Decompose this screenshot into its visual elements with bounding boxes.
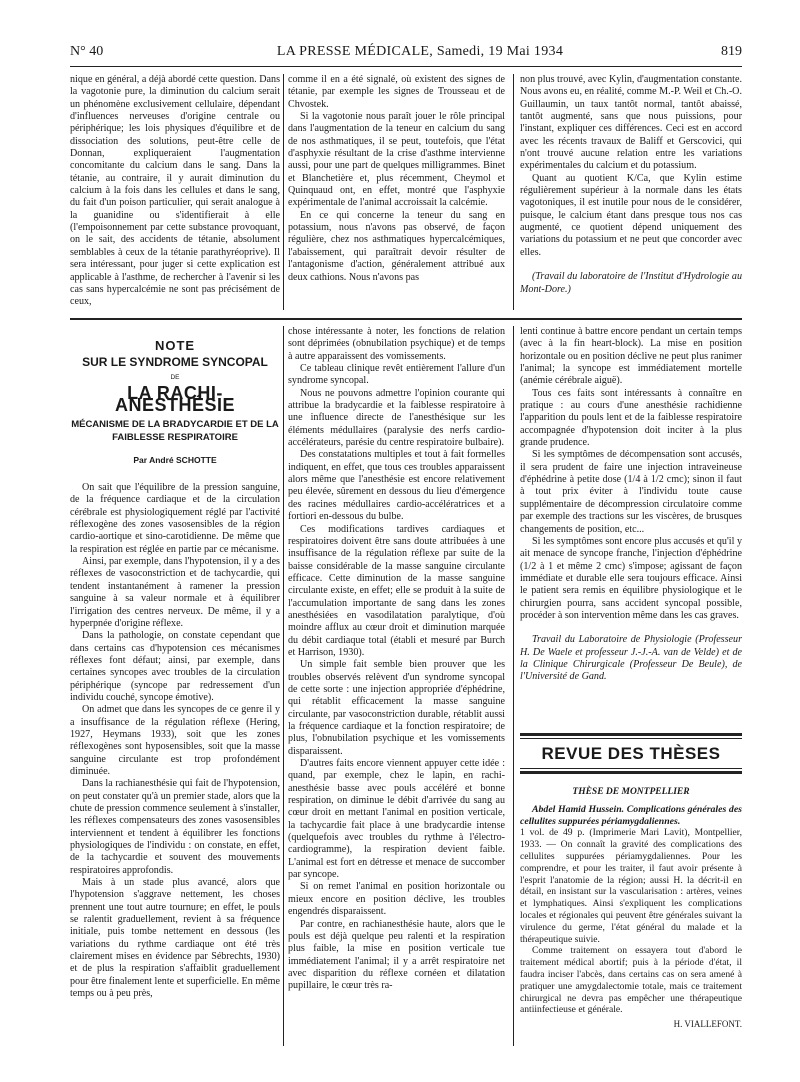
heading-main: LA RACHI-ANESTHÉSIE — [114, 383, 236, 416]
paragraph: Si on remet l'animal en position horizontale ou mieux encore en position déclive, les troubles engendrés disparaissent. — [288, 881, 505, 918]
heading-sub: MÉCANISME DE LA BRADYCARDIE ET DE LA FAIBLESSE RESPIRATOIRE — [71, 418, 279, 443]
paragraph: Quant au quotient K/Ca, que Kylin estime régulièrement supérieur à la normale dans les états vagotoniques, il est inutile pour nous de le considérer, puisque, le calcium étant dans presque tous nos cas augmenté, ce quotient dépend uniquement des variations du potassium et ne peut que concorder avec elles. — [520, 172, 742, 258]
top-column-2 — [288, 74, 505, 284]
paragraph: lenti continue à battre encore pendant un certain temps (avec à la fin heart-block). La mise en position horizontale ou en position déclive ne peut plus ranimer l'animal; la syncope est immédiatement mortelle (anémie cérébrale aiguë). — [520, 326, 742, 387]
paragraph: En ce qui concerne la teneur du sang en potassium, nous n'avons pas observé, de façon régulière, chez nos asthmatiques hypercalcémiques, l'abaissement, qui paraîtrait devoir résulter de l'antagonisme d'action, généralement attribué aux deux cathions. Nous n'avons pas — [288, 209, 505, 283]
paragraph: Si les symptômes de décompensation sont accusés, il sera prudent de faire une injection intraveineuse d'éphédrine à petite dose (1/4 à 1/2 cmc); sinon il faut à tout prix éviter à l'individu toute cause supplémentaire de décompression circulatoire comme par exemple des tractions sur les viscères, de brusques changements de position, etc... — [520, 449, 742, 535]
paragraph: Dans la pathologie, on constate cependant que dans certains cas d'hypotension ces mécanismes réflexes font défaut; ainsi, par exemple, dans certaines syncopes avec troubles de la circulation périphérique (syncope par redressement d'un individu couché, syncope émotive). — [70, 630, 280, 703]
article-column-3 — [520, 326, 742, 684]
revue-rule-bottom-thin — [520, 768, 742, 769]
paragraph: On sait que l'équilibre de la pression sanguine, de la fréquence cardiaque et de la circulation cérébrale est physiologiquement réglé par l'activité réflexogène des zones vasosensibles de la région cardio-aortique et sino-carotidienne. De même que la respiration est réglée en partie par ce mécanisme. — [70, 482, 280, 555]
heading-sur: SUR LE SYNDROME SYNCOPAL — [82, 355, 268, 370]
header-rule — [70, 66, 742, 67]
revue-rule-top — [520, 733, 742, 736]
revue-title: REVUE DES THÈSES — [541, 744, 721, 763]
paragraph: Ainsi, par exemple, dans l'hypotension, il y a des réflexes de vasoconstriction et de tachycardie, qui tendent instantanément à ramener la pression sanguine à sa valeur normale et à équilibrer l'irrigation des centres nerveux. De même, il y a hyperpnée d'origine réflexe. — [70, 556, 280, 629]
paragraph: Un simple fait semble bien prouver que les troubles observés relèvent d'un syndrome syncopal de cette sorte : une injection appropriée d'éphédrine, qui rétablit efficacement la masse sanguine circulante, par vasoconstriction durable, rétablit aussi la fréquence cardiaque et la fonction respiratoire; de plus, l'obnubilation psychique et les vomissements disparaissent. — [288, 659, 505, 757]
article-column-1 — [70, 326, 280, 1001]
lab-signoff: Travail du Laboratoire de Physiologie (Professeur H. De Waele et professeur J.-J.-A. van de Velde) et de la Clinique Chirurgicale (Professeur De Beule), de l'Université de Gand. — [520, 634, 742, 683]
paragraph: Tous ces faits sont intéressants à connaître en pratique : au cours d'une anesthésie rachidienne l'apparition du pouls lent et de la faiblesse respiratoire accompagnée d'hypotension doit inciter à la plus grande prudence. — [520, 387, 742, 449]
paragraph: Mais à un stade plus avancé, alors que l'hypotension s'aggrave nettement, les choses prennent une tout autre tournure; en effet, le pouls se ralentit graduellement, revient à sa fréquence initiale, puis tombe nettement en dessous (les variations du rythme cardiaque ont été très clairement mises en évidence par Sébrechts, 1930) et de plus la respiration s'affaiblit graduellement pour être finalement lente et superficielle. En même temps ou à peu près, — [70, 877, 280, 1000]
revue-rule-bottom — [520, 771, 742, 774]
paragraph: Ces modifications tardives cardiaques et respiratoires doivent être sans doute attribuées à une insuffisance de la régulation réflexe par suite de la baisse considérable de la masse sanguine circulante efficace. Cette diminution de la masse sanguine circulante existe, en effet; elle se produit à la suite de l'accumulation importante de sang dans les zones anesthésiées en vasodilatation paralytique, d'où moindre afflux au cœur droit et diminution marquée du débit cardiaque total (établi et mesuré par Burch et Harrison, 1930). — [288, 523, 505, 658]
heading-note: NOTE — [154, 338, 196, 353]
paragraph: Si les symptômes sont encore plus accusés et qu'il y ait menace de syncope franche, l'injection d'éphédrine (1/2 à 1 et même 2 cmc) s'impose; agissant de façon immédiate et durable elle sera toujours efficace. Ainsi le patient sera remis en équilibre physiologique et le chirurgien pourra, sans accident syncopal possible, procéder à son intervention même dans les cas graves. — [520, 535, 742, 621]
revue-column — [520, 776, 742, 1030]
thesis-signature: H. VIALLEFONT. — [673, 1019, 742, 1030]
byline: Par André SCHOTTE — [133, 454, 217, 465]
paragraph: Par contre, en rachianesthésie haute, alors que le pouls est déjà quelque peu ralenti et la respiration plus faible, la mise en position verticale tue immédiatement l'animal; il y a arrêt respiratoire net avec disparition du réflexe cornéen et dilatation pupillaire, le cœur très ra- — [288, 918, 505, 992]
paragraph: non plus trouvé, avec Kylin, d'augmentation constante. Nous avons eu, en réalité, comme M.-P. Weil et Ch.-O. Guillaumin, un taux tantôt normal, tantôt abaissé, tantôt augmenté, sans que nous puissions, pour l'instant, expliquer ces différences. Ceci est en accord avec les récents travaux de Baliff et Gerscovici, qui n'ont trouvé aucune relation entre les variations expérimentales du calcium et du potassium. — [520, 74, 742, 172]
article-heading — [70, 340, 280, 466]
journal-title: LA PRESSE MÉDICALE, Samedi, 19 Mai 1934 — [276, 44, 564, 59]
column-divider — [283, 326, 284, 1046]
paragraph: D'autres faits encore viennent appuyer cette idée : quand, par exemple, chez le lapin, en rachi-anesthésie basse avec pouls accéléré et bonne respiration, on diminue le débit d'arrivée du sang au cœur droit en mettant l'animal en position verticale, la tachycardie fait place à une bradycardie intense (quelquefois avec troubles du rythme à l'électro-cardiogramme), la respiration devient faible. L'animal est fort en détresse et menace de succomber par syncope. — [288, 758, 505, 881]
paragraph: Des constatations multiples et tout à fait formelles indiquent, en effet, que tous ces troubles apparaissent alors même que l'anesthésie est encore relativement peu élevée, sûrement en dessous du lieu d'émergence des racines médullaires cardio-accélératrices et a fortiori en-dessous du bulbe. — [288, 449, 505, 523]
article-column-2 — [288, 326, 505, 993]
thesis-subtitle: THÈSE DE MONTPELLIER — [572, 787, 690, 797]
paragraph: Si la vagotonie nous paraît jouer le rôle principal dans l'augmentation de la teneur en calcium du sang de nos asthmatiques, il se peut, toutefois, que l'état d'asphyxie résultant de la crise d'asthme intervienne aussi, pour une part de quelques milligrammes. Binet et Blanchetière et, plus récemment, Cheymol et Quinquaud ont, en effet, montré que l'asphyxie expérimentale de l'animal accroissait la calcémie. — [288, 111, 505, 209]
heading-de: DE — [170, 373, 180, 381]
paragraph: nique en général, a déjà abordé cette question. Dans la vagotonie pure, la diminution du calcium serait un phénomène exclusivement cellulaire, dépendant d'influences nerveuses d'origine centrale ou périphérique; les lois physiques d'équilibre et de dissociation des solutions, peut-être celle de Donnan, expliqueraient l'augmentation concomitante du calcium dans le sang. Dans la tétanie, au contraire, il y aurait diminution du calcium à la fois dans les cellules et dans le sang, du fait d'un poison particulier, qui serait analogue à la guanidine ou s'identifierait à elle (l'empoisonnement par cette substance provoquant, on le sait, des accidents de tétanie, absolument semblables à ceux de la tétanie parathyréoprive). Il sera intéressant, pour juger si cette explication est applicable à l'asthme, de rechercher à l'avenir si les cas sans hypercalcémie ne sont pas précisément de ceux, — [70, 74, 280, 308]
paragraph: On admet que dans les syncopes de ce genre il y a insuffisance de la régulation réflexe (Hering, 1927, Heymans 1933), soit que les zones réflexogènes sont hyposensibles, soit que la masse sanguine circulante est trop profondément diminuée. — [70, 704, 280, 777]
paragraph: Ce tableau clinique revêt entièrement l'allure d'un syndrome syncopal. — [288, 363, 505, 387]
column-divider — [283, 74, 284, 310]
paragraph: chose intéressante à noter, les fonctions de relation sont déprimées (obnubilation psychique) et de temps à autre apparaissent des vomissements. — [288, 326, 505, 362]
column-divider — [513, 326, 514, 1046]
revue-rule-top-thin — [520, 738, 742, 739]
top-column-1 — [70, 74, 280, 309]
paragraph: Nous ne pouvons admettre l'opinion courante qui attribue la bradycardie et la faiblesse respiratoire à une influence directe de l'anesthésique sur les éléments médullaires (paralysie des nerfs cardio-accélérateurs, parésie du centre respiratoire bulbaire). — [288, 387, 505, 449]
thesis-body: 1 vol. de 49 p. (Imprimerie Mari Lavit), Montpellier, 1933. — On connaît la gravité des complications des cellulites suppurées périamygdaliennes. Pour les comprendre, et pour les traiter, il faut avoir présente à l'esprit l'anatomie de la région; aussi H. la décrit-il en détail, en insistant sur la vascularisation : artères, veines et lymphatiques. Ainsi s'expliquent les complications locales et régionales qui peuvent être générales suivant la virulence du germe, l'état général du malade et la thérapeutique suivie. — [520, 827, 742, 945]
page-number: 819 — [721, 44, 742, 59]
paragraph: comme il en a été signalé, où existent des signes de tétanie, par exemple les signes de Trousseau et de Chvostek. — [288, 74, 505, 110]
top-column-3 — [520, 74, 742, 296]
section-rule — [70, 318, 742, 320]
lab-signoff: (Travail du laboratoire de l'Institut d'Hydrologie au Mont-Dore.) — [520, 271, 742, 295]
thesis-author-title: Abdel Hamid Hussein. Complications générales des cellulites suppurées périamygdaliennes. — [520, 804, 742, 827]
page-header — [70, 44, 742, 66]
issue-number: N° 40 — [70, 44, 104, 59]
column-divider — [513, 74, 514, 310]
paragraph: Dans la rachianesthésie qui fait de l'hypotension, on peut constater qu'à un premier stade, alors que la chute de pression commence seulement à s'installer, les réflexes compensateurs des zones vasosensibles interviennent et tendent à équilibrer les fonctions physiologiques de l'individu : on constate, en effet, de la tachycardie et souvent des mouvements respiratoires approfondis. — [70, 778, 280, 876]
thesis-body-2: Comme traitement on essayera tout d'abord le traitement médical abortif; puis à la période d'état, il faudra inciser l'abcès, dans certains cas on sera amené à pratiquer une amygdalectomie totale, mais ce traitement chirurgical ne devra pas empêcher une thérapeutique antiinfectieuse et générale. — [520, 945, 742, 1016]
